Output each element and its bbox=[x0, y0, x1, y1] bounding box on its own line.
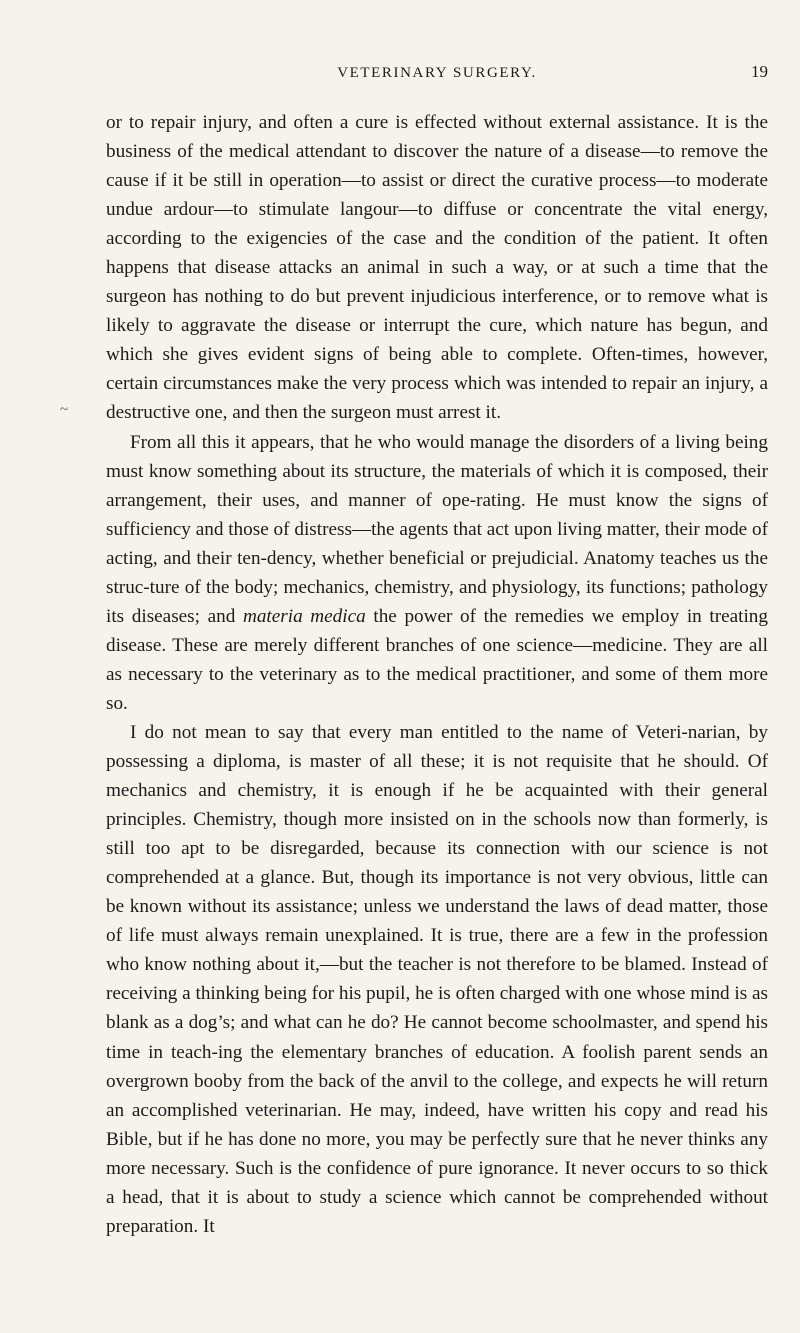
paragraph-2-part-1: From all this it appears, that he who would manage the disorders of a living being must know something about its structure, the materials of which it is composed, their arrangement, their uses, and manner of ope-rating. He must know the signs of sufficiency and those of distress—the agents that act upon living matter, their mode of acting, and their ten-dency, whether beneficial or prejudicial. Anatomy teaches us the struc-ture of the body; mechanics, chemistry, and physiology, its functions; pathology its diseases; and bbox=[106, 431, 768, 627]
page-number: 19 bbox=[751, 62, 768, 81]
paragraph-3: I do not mean to say that every man entitled to the name of Veteri-narian, by possessing a diploma, is master of all these; it is not requisite that he should. Of mechanics and chemistry, it is enough if he be acquainted with their general principles. Chemistry, though more insisted on in the schools now than formerly, is still too apt to be disregarded, because its connection with our science is not comprehended at a glance. But, though its importance is not very obvious, little can be known without its assistance; unless we understand the laws of dead matter, those of life must always remain unexplained. It is true, there are a few in the profession who know nothing about it,—but the teacher is not therefore to be blamed. Instead of receiving a thinking being for his pupil, he is often charged with one whose mind is as blank as a dog’s; and what can he do? He cannot become schoolmaster, and spend his time in teach-ing the elementary branches of education. A foolish parent sends an overgrown booby from the back of the anvil to the college, and expects he will return an accomplished veterinarian. He may, indeed, have written his copy and read his Bible, but if he has done no more, you may be perfectly sure that he never thinks any more necessary. Such is the confidence of pure ignorance. It never occurs to so thick a head, that it is about to study a science which cannot be comprehended without preparation. It bbox=[106, 721, 769, 1237]
paragraph-2-part-2: the power of the remedies we employ in treating disease. These are merely different branches of one science—medicine. They are all as necessary to the veterinary as to the medical practitioner, and some of them more so. bbox=[106, 605, 768, 714]
margin-mark: ~ bbox=[60, 402, 69, 418]
paragraph-1: or to repair injury, and often a cure is effected without external assistance. It is the business of the medical attendant to discover the nature of a disease—to remove the cause if it be still in operation—to assist or direct the curative process—to moderate undue ardour—to stimulate langour—to diffuse or concentrate the vital energy, according to the exigencies of the case and the condition of the patient. It often happens that disease attacks an animal in such a way, or at such a time that the surgeon has nothing to do but prevent injudicious interference, or to remove what is likely to aggravate the disease or interrupt the cure, which nature has begun, and which she gives evident signs of being able to complete. Often-times, however, certain circumstances make the very process which was intended to repair an injury, a destructive one, and then the surgeon must arrest it. bbox=[106, 112, 768, 424]
running-title: VETERINARY SURGERY. bbox=[337, 65, 537, 81]
running-head bbox=[106, 62, 768, 90]
body-text bbox=[106, 108, 768, 1241]
paragraph-2 bbox=[106, 428, 768, 718]
paragraph-2-italic-term: materia medica bbox=[242, 605, 366, 627]
